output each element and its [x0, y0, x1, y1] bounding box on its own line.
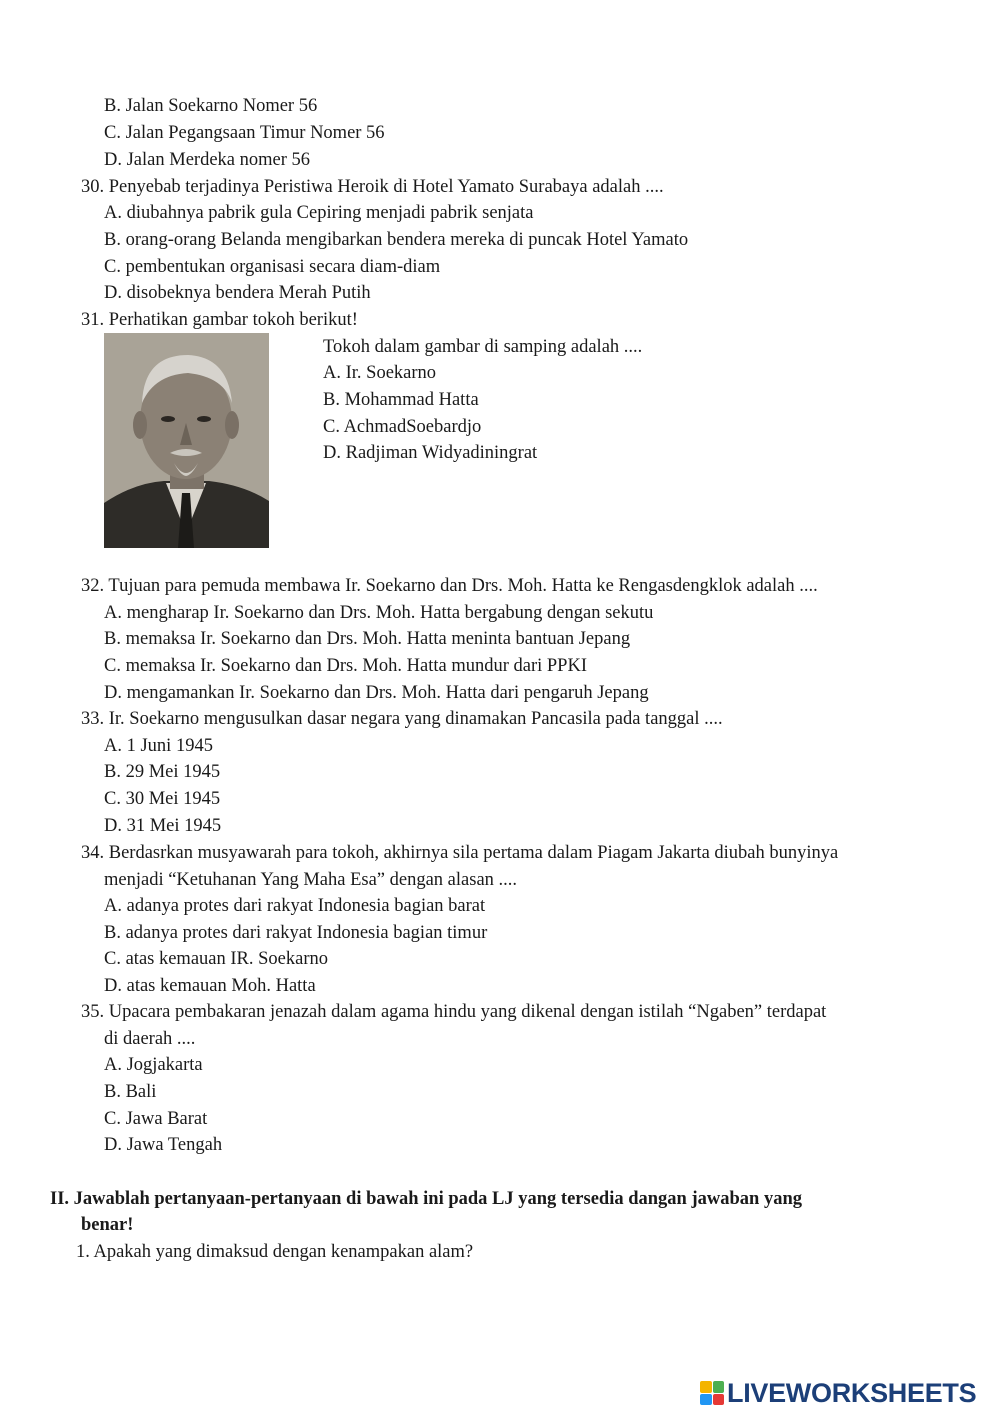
q33-option-b: B. 29 Mei 1945 [104, 762, 221, 782]
q35-option-a: A. Jogjakarta [104, 1055, 203, 1075]
q31-stem: 31. Perhatikan gambar tokoh berikut! [81, 310, 358, 330]
q35-option-d: D. Jawa Tengah [104, 1135, 223, 1155]
q30-option-a: A. diubahnya pabrik gula Cepiring menjadi pabrik senjata [104, 203, 534, 223]
liveworksheets-logo [700, 1376, 976, 1410]
q33-stem: 33. Ir. Soekarno mengusulkan dasar negara yang dinamakan Pancasila pada tanggal .... [81, 709, 723, 729]
q33-option-a: A. 1 Juni 1945 [104, 736, 213, 756]
q32-option-a: A. mengharap Ir. Soekarno dan Drs. Moh. Hatta bergabung dengan sekutu [104, 603, 654, 623]
q32-option-d: D. mengamankan Ir. Soekarno dan Drs. Moh. Hatta dari pengaruh Jepang [104, 683, 649, 703]
q32-stem: 32. Tujuan para pemuda membawa Ir. Soekarno dan Drs. Moh. Hatta ke Rengasdengklok adalah .... [81, 576, 818, 596]
q33-option-d: D. 31 Mei 1945 [104, 816, 222, 836]
q33-option-c: C. 30 Mei 1945 [104, 789, 221, 809]
q34-stem-line2: menjadi “Ketuhanan Yang Maha Esa” dengan alasan .... [104, 870, 518, 890]
q30-option-b: B. orang-orang Belanda mengibarkan bendera mereka di puncak Hotel Yamato [104, 230, 689, 250]
q29-option-c: C. Jalan Pegangsaan Timur Nomer 56 [104, 123, 385, 143]
q31-option-b: B. Mohammad Hatta [323, 390, 479, 410]
portrait-illustration [104, 333, 269, 548]
q35-option-c: C. Jawa Barat [104, 1109, 208, 1129]
q35-stem-line2: di daerah .... [104, 1029, 196, 1049]
q30-stem: 30. Penyebab terjadinya Peristiwa Heroik di Hotel Yamato Surabaya adalah .... [81, 177, 664, 197]
q30-option-d: D. disobeknya bendera Merah Putih [104, 283, 371, 303]
q31-option-a: A. Ir. Soekarno [323, 363, 437, 383]
q32-option-b: B. memaksa Ir. Soekarno dan Drs. Moh. Hatta meninta bantuan Jepang [104, 629, 631, 649]
q31-option-c: C. AchmadSoebardjo [323, 417, 482, 437]
q30-option-c: C. pembentukan organisasi secara diam-diam [104, 257, 441, 277]
q35-option-b: B. Bali [104, 1082, 157, 1102]
section2-heading-line2: benar! [81, 1215, 134, 1235]
q34-option-d: D. atas kemauan Moh. Hatta [104, 976, 316, 996]
q35-stem-line1: 35. Upacara pembakaran jenazah dalam agama hindu yang dikenal dengan istilah “Ngaben” terdapat [81, 1002, 827, 1022]
section2-question-1: 1. Apakah yang dimaksud dengan kenampakan alam? [76, 1242, 474, 1262]
q34-option-b: B. adanya protes dari rakyat Indonesia bagian timur [104, 923, 488, 943]
q32-option-c: C. memaksa Ir. Soekarno dan Drs. Moh. Hatta mundur dari PPKI [104, 656, 587, 676]
q29-option-d: D. Jalan Merdeka nomer 56 [104, 150, 311, 170]
q31-sub-stem: Tokoh dalam gambar di samping adalah .... [323, 337, 643, 357]
q29-option-b: B. Jalan Soekarno Nomer 56 [104, 96, 318, 116]
portrait-photo [104, 333, 269, 548]
q34-option-c: C. atas kemauan IR. Soekarno [104, 949, 328, 969]
section2-heading-line1: II. Jawablah pertanyaan-pertanyaan di bawah ini pada LJ yang tersedia dangan jawaban yang [50, 1189, 802, 1209]
liveworksheets-logo-text: LIVEWORKSHEETS [727, 1377, 977, 1408]
q34-option-a: A. adanya protes dari rakyat Indonesia bagian barat [104, 896, 486, 916]
liveworksheets-logo-icon [700, 1381, 724, 1405]
q31-option-d: D. Radjiman Widyadiningrat [323, 443, 538, 463]
q34-stem-line1: 34. Berdasrkan musyawarah para tokoh, akhirnya sila pertama dalam Piagam Jakarta diubah bunyinya [81, 843, 839, 863]
